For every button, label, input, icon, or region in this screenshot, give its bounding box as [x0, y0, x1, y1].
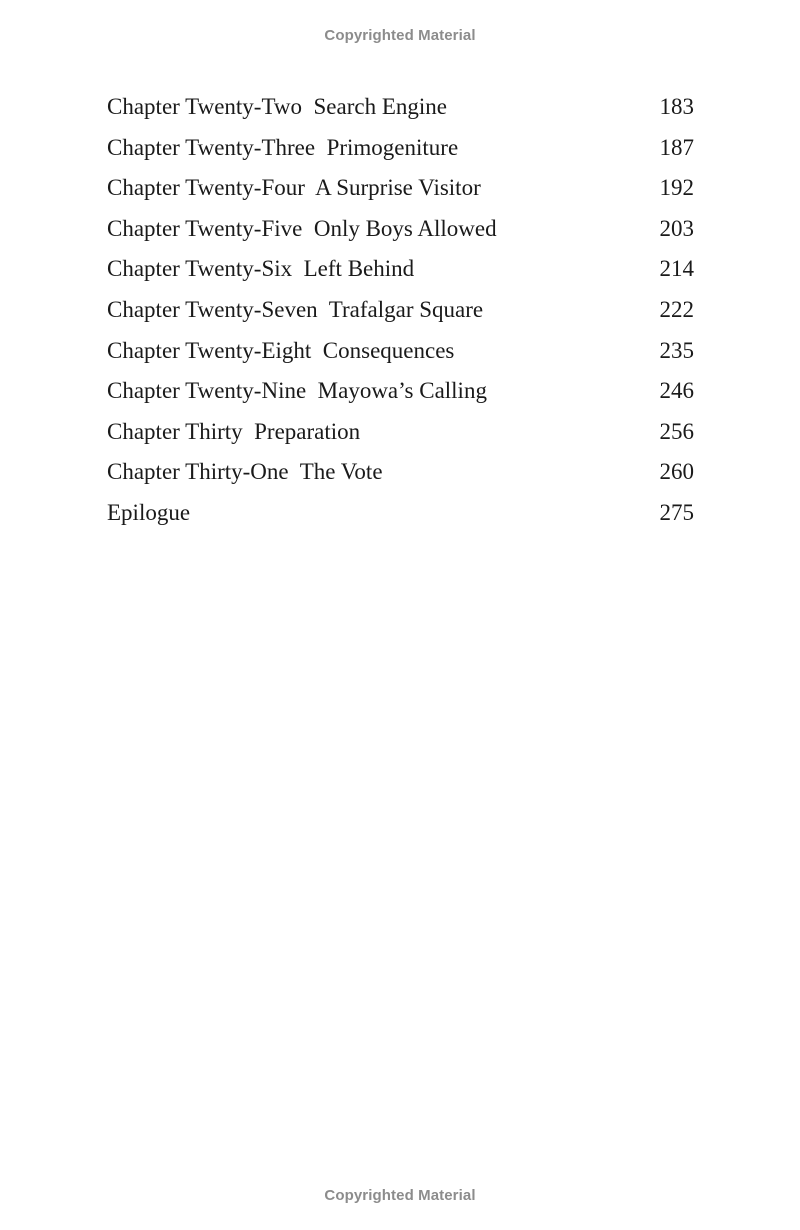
toc-entry-page: 246 [659, 378, 694, 404]
toc-entry [107, 373, 694, 414]
toc-entry-title: Chapter Twenty-Nine Mayowa’s Calling [107, 378, 487, 404]
toc-entry-title: Chapter Twenty-Seven Trafalgar Square [107, 296, 484, 322]
toc-entry [107, 211, 694, 252]
toc-entry-page: 183 [659, 94, 694, 119]
toc-entry-page: 222 [659, 296, 694, 322]
toc-entry [107, 251, 694, 292]
copyright-watermark-bottom: Copyrighted Material [324, 1187, 476, 1204]
toc-entry-page: 275 [659, 499, 694, 525]
toc-entry-page: 235 [659, 337, 694, 363]
toc-entry-page: 260 [659, 459, 694, 485]
toc-entry-page: 192 [659, 175, 694, 201]
toc-entry [107, 333, 694, 374]
toc-entry-page: 187 [659, 134, 694, 160]
toc-entry-title: Chapter Twenty-Two Search Engine [107, 94, 447, 119]
toc-entry-title: Epilogue [107, 499, 191, 525]
toc-entry [107, 89, 694, 130]
toc-entry-title: Chapter Thirty-One The Vote [107, 459, 383, 485]
toc-entry [107, 414, 694, 455]
toc-entry [107, 130, 694, 171]
toc-entry-page: 256 [659, 418, 694, 444]
toc-entry-title: Chapter Twenty-Three Primogeniture [107, 134, 459, 160]
copyright-watermark-top: Copyrighted Material [324, 27, 476, 44]
toc-entry-title: Chapter Twenty-Five Only Boys Allowed [107, 215, 497, 241]
toc-entry-title: Chapter Twenty-Six Left Behind [107, 256, 415, 282]
toc-entry [107, 454, 694, 495]
toc-entry-title: Chapter Twenty-Eight Consequences [107, 337, 455, 363]
toc-entry [107, 170, 694, 211]
toc-entry-title: Chapter Twenty-Four A Surprise Visitor [107, 175, 481, 201]
toc-entry-title: Chapter Thirty Preparation [107, 418, 361, 444]
toc-entry [107, 495, 694, 536]
toc-entry [107, 292, 694, 333]
table-of-contents [107, 89, 694, 536]
toc-entry-page: 203 [659, 215, 694, 241]
toc-entry-page: 214 [659, 256, 694, 282]
